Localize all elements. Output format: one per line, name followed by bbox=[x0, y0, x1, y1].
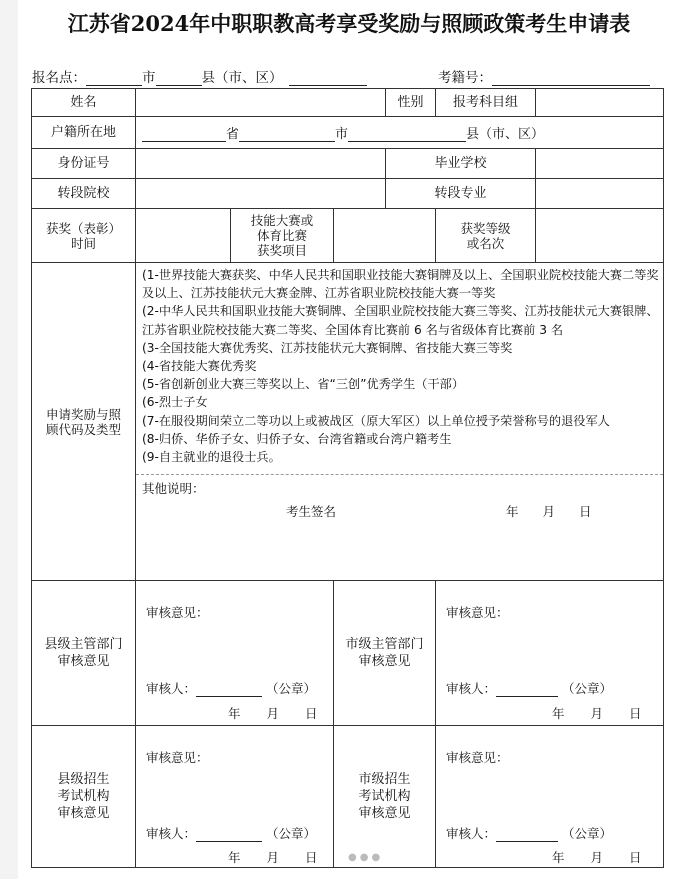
exam-no-line bbox=[438, 66, 650, 86]
row-award bbox=[32, 209, 664, 263]
form-title: 江苏省2024年中职职教高考享受奖励与照顾政策考生申请表 bbox=[67, 11, 631, 36]
county-dept-date: 年 月 日 bbox=[228, 706, 318, 721]
county-dept-opinion-label: 审核意见： bbox=[146, 605, 209, 620]
reviewer-blank[interactable] bbox=[196, 682, 262, 697]
city-exam-label bbox=[334, 726, 436, 868]
transfer-major-field[interactable] bbox=[536, 179, 664, 209]
type-item[interactable]: (5-省创新创业大赛三等奖以上、省“三创”优秀学生（干部） bbox=[142, 377, 465, 392]
exam-no-blank[interactable] bbox=[492, 71, 650, 86]
row-id bbox=[32, 149, 664, 179]
type-item[interactable]: (8-归侨、华侨子女、归侨子女、台湾省籍或台湾户籍考生 bbox=[142, 431, 452, 446]
competition-label bbox=[231, 209, 334, 263]
county-dept-label-1: 县级主管部门 bbox=[44, 637, 123, 652]
type-item[interactable]: (7-在服役期间荣立二等功以上或被战区（原大军区）以上单位授予荣誉称号的退役军人 bbox=[142, 413, 610, 428]
row-apply-type bbox=[32, 263, 664, 581]
transfer-school-label: 转段院校 bbox=[32, 179, 136, 209]
award-time-field[interactable] bbox=[136, 209, 231, 263]
competition-label-1: 技能大赛或 bbox=[250, 213, 314, 228]
county-label: 县（市、区） bbox=[201, 70, 283, 86]
type-item[interactable]: (4-省技能大赛优秀奖 bbox=[142, 359, 257, 374]
huji-county-label: 县（市、区） bbox=[466, 127, 545, 142]
row-name bbox=[32, 89, 664, 117]
subject-group-field[interactable] bbox=[536, 89, 664, 117]
reviewer-label: 审核人： bbox=[446, 826, 497, 841]
type-item[interactable]: (3-全国技能大赛优秀奖、江苏技能状元大赛铜牌、省技能大赛三等奖 bbox=[142, 340, 513, 355]
page-indicator-dots: ●●● bbox=[348, 852, 384, 863]
rank-label bbox=[436, 209, 536, 263]
huji-city-blank[interactable] bbox=[239, 127, 335, 142]
name-label: 姓名 bbox=[32, 89, 136, 117]
award-time-label-2: 时间 bbox=[70, 235, 96, 251]
city-dept-opinion-label: 审核意见： bbox=[446, 605, 509, 620]
reg-point-blank[interactable] bbox=[86, 71, 142, 86]
province-label: 省 bbox=[226, 127, 240, 142]
county-blank[interactable] bbox=[289, 71, 367, 86]
rank-field[interactable] bbox=[536, 209, 664, 263]
apply-type-field bbox=[136, 263, 664, 581]
competition-label-2: 体育比赛 bbox=[256, 228, 307, 243]
city-exam-label-2: 考试机构 bbox=[358, 789, 411, 804]
county-exam-label-3: 审核意见 bbox=[57, 806, 110, 821]
county-dept-label-2: 审核意见 bbox=[57, 654, 110, 669]
grad-school-label: 毕业学校 bbox=[386, 149, 536, 179]
application-table bbox=[31, 88, 664, 868]
reviewer-label: 审核人： bbox=[146, 826, 197, 841]
gender-label: 性别 bbox=[386, 89, 436, 117]
city-dept-label bbox=[334, 581, 436, 726]
city-exam-label-3: 审核意见 bbox=[358, 806, 411, 821]
city-blank[interactable] bbox=[156, 71, 202, 86]
city-exam-date: 年 月 日 bbox=[552, 850, 642, 865]
county-exam-label bbox=[32, 726, 136, 868]
county-exam-date: 年 月 日 bbox=[228, 850, 318, 865]
row-huji bbox=[32, 117, 664, 149]
type-item[interactable]: (2-中华人民共和国职业技能大赛铜牌、全国职业院校技能大赛三等奖、江苏技能状元大赛银牌、江苏省职业院校技能大赛二等奖、全国体育比赛前 6 名与省级体育比赛前 3 名 bbox=[142, 304, 659, 337]
award-time-label-1: 获奖（表彰） bbox=[45, 220, 121, 236]
rank-label-1: 获奖等级 bbox=[460, 220, 511, 236]
row-transfer bbox=[32, 179, 664, 209]
grad-school-field[interactable] bbox=[536, 149, 664, 179]
exam-no-label: 考籍号： bbox=[438, 70, 492, 86]
seal-label: （公章） bbox=[562, 826, 613, 841]
apply-type-label-2: 顾代码及类型 bbox=[45, 421, 121, 437]
reviewer-blank[interactable] bbox=[496, 682, 558, 697]
county-dept-reviewer bbox=[146, 679, 316, 697]
huji-label: 户籍所在地 bbox=[32, 117, 136, 149]
competition-label-3: 获奖项目 bbox=[256, 243, 307, 258]
county-exam-label-1: 县级招生 bbox=[57, 772, 110, 787]
row-exam-review bbox=[32, 726, 664, 868]
row-dept-review bbox=[32, 581, 664, 726]
name-field[interactable] bbox=[136, 89, 386, 117]
apply-type-label-1: 申请奖励与照 bbox=[45, 406, 121, 422]
city-exam-label-1: 市级招生 bbox=[358, 772, 411, 787]
county-exam-label-2: 考试机构 bbox=[57, 789, 110, 804]
huji-field[interactable] bbox=[136, 117, 664, 149]
reviewer-label: 审核人： bbox=[146, 681, 197, 696]
city-dept-label-2: 审核意见 bbox=[358, 654, 411, 669]
rank-label-2: 或名次 bbox=[466, 235, 505, 251]
reg-point-label: 报名点： bbox=[32, 70, 86, 86]
huji-county-blank[interactable] bbox=[348, 127, 466, 142]
city-exam-opinion-label: 审核意见： bbox=[446, 750, 509, 765]
county-exam-opinion-label: 审核意见： bbox=[146, 750, 209, 765]
city-dept-review[interactable] bbox=[436, 581, 664, 726]
city-dept-label-1: 市级主管部门 bbox=[345, 637, 424, 652]
city-exam-reviewer bbox=[446, 824, 612, 842]
city-label: 市 bbox=[142, 70, 156, 86]
city-dept-date: 年 月 日 bbox=[552, 706, 642, 721]
county-dept-label bbox=[32, 581, 136, 726]
candidate-signature-label: 考生签名 bbox=[286, 504, 337, 520]
reviewer-blank[interactable] bbox=[196, 827, 262, 842]
application-form-page bbox=[18, 0, 680, 879]
registration-line bbox=[32, 66, 367, 86]
seal-label: （公章） bbox=[266, 826, 317, 841]
seal-label: （公章） bbox=[562, 681, 613, 696]
type-item[interactable]: (6-烈士子女 bbox=[142, 395, 208, 410]
type-list bbox=[136, 263, 663, 466]
city-dept-reviewer bbox=[446, 679, 612, 697]
county-exam-review[interactable] bbox=[136, 726, 334, 868]
candidate-date: 年 月 日 bbox=[506, 504, 592, 520]
id-no-label: 身份证号 bbox=[32, 149, 136, 179]
reviewer-blank[interactable] bbox=[496, 827, 558, 842]
transfer-major-label: 转段专业 bbox=[386, 179, 536, 209]
other-notes bbox=[136, 474, 663, 519]
competition-field[interactable] bbox=[334, 209, 436, 263]
county-exam-reviewer bbox=[146, 824, 316, 842]
county-dept-review[interactable] bbox=[136, 581, 334, 726]
award-time-label bbox=[32, 209, 136, 263]
huji-city-label: 市 bbox=[335, 127, 349, 142]
province-blank[interactable] bbox=[142, 127, 226, 142]
subject-group-label: 报考科目组 bbox=[436, 89, 536, 117]
type-item[interactable]: (1-世界技能大赛获奖、中华人民共和国职业技能大赛铜牌及以上、全国职业院校技能大赛二等奖及以上、江苏技能状元大赛金牌、江苏省职业院校技能大赛一等奖 bbox=[142, 268, 659, 301]
reviewer-label: 审核人： bbox=[446, 681, 497, 696]
other-notes-label: 其他说明： bbox=[142, 481, 205, 497]
seal-label: （公章） bbox=[266, 681, 317, 696]
type-item[interactable]: (9-自主就业的退役士兵。 bbox=[142, 450, 281, 465]
id-no-field[interactable] bbox=[136, 149, 386, 179]
apply-type-label bbox=[32, 263, 136, 581]
city-exam-review[interactable] bbox=[436, 726, 664, 868]
transfer-school-field[interactable] bbox=[136, 179, 386, 209]
